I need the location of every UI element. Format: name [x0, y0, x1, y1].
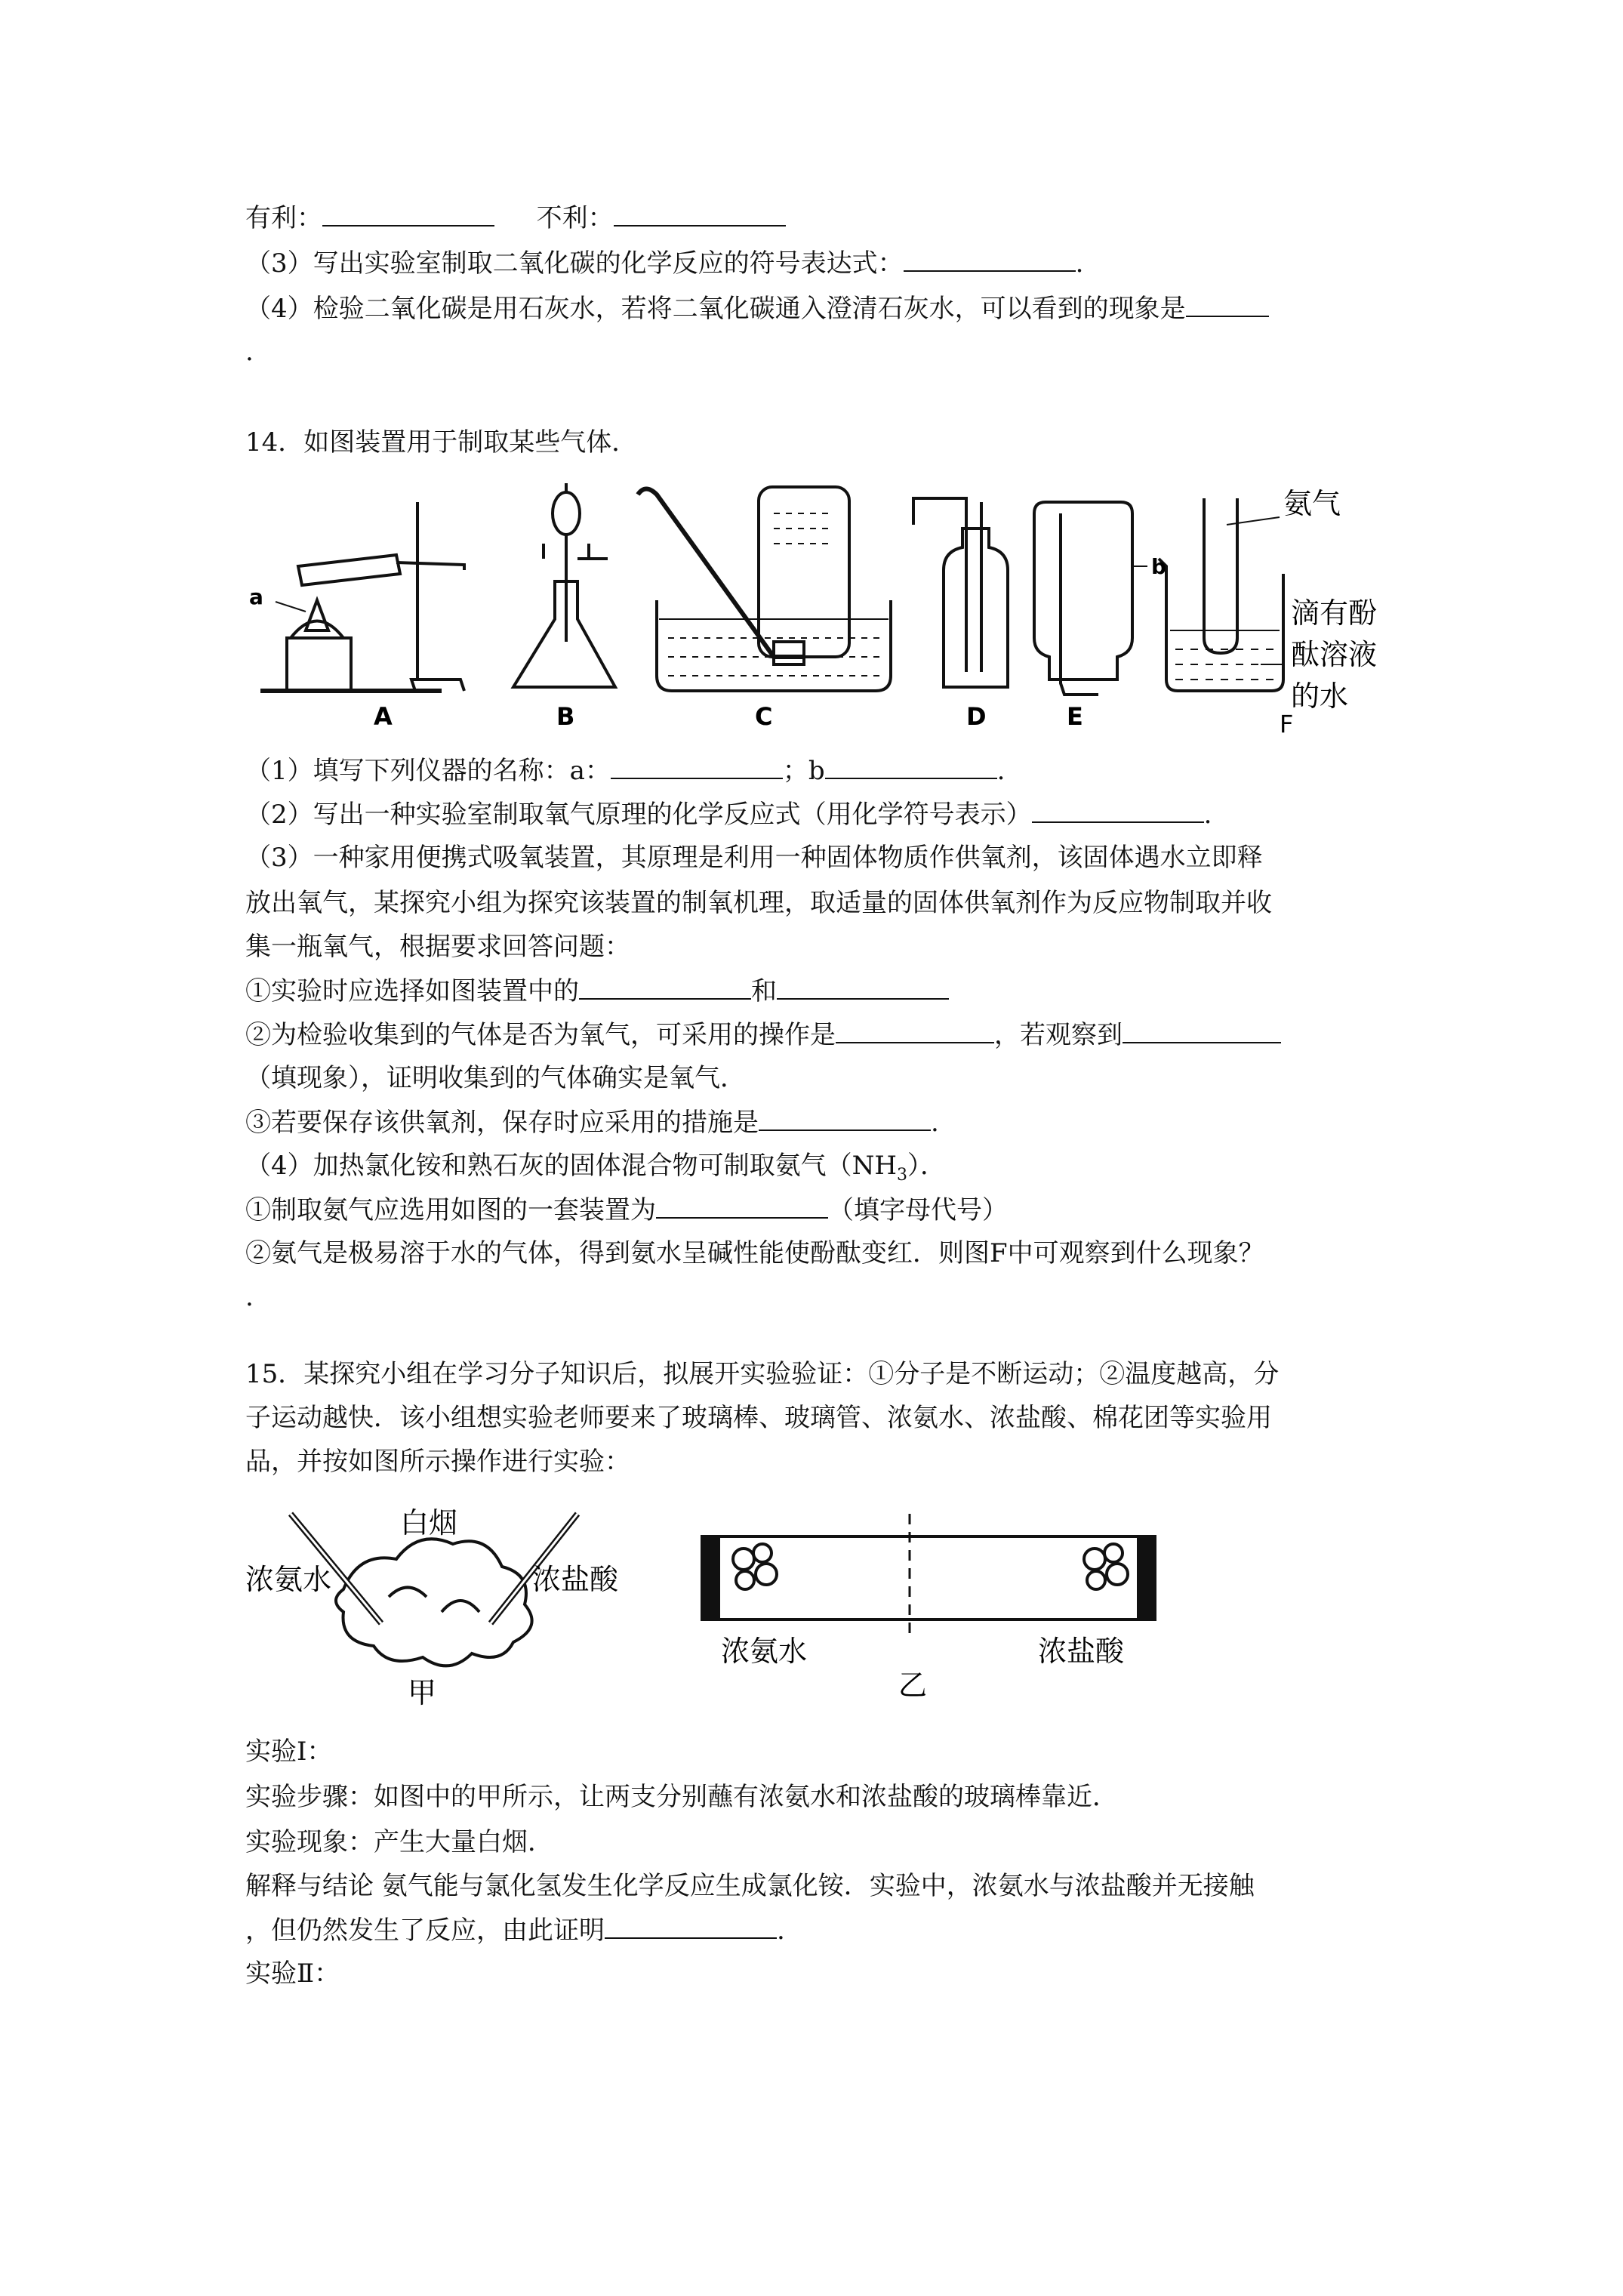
q14-sub1: （1）填写下列仪器的名称：a： ；b .	[245, 756, 1006, 786]
answer-blank[interactable]	[1032, 799, 1204, 823]
q15-exp1-conclusion-l1: 解释与结论 氨气能与氯化氢发生化学反应生成氯化铵．实验中，浓氨水与浓盐酸并无接触	[245, 1871, 1255, 1901]
q15-l2: 子运动越快．该小组想实验老师要来了玻璃棒、玻璃管、浓氨水、浓盐酸、棉花团等实验用	[245, 1403, 1272, 1433]
q14-sub4-item2-end: .	[245, 1282, 254, 1312]
q14-sub3-l3: 集一瓶氧气，根据要求回答问题：	[245, 932, 630, 962]
cotton-ball-left	[733, 1544, 777, 1589]
apparatus-e	[1034, 502, 1147, 695]
q14-sub3-l2: 放出氧气，某探究小组为探究该装置的制氧机理，取适量的固体供氧剂作为反应物制取并收	[245, 888, 1272, 918]
answer-blank[interactable]	[904, 248, 1076, 272]
yi-caption: 乙	[898, 1669, 928, 1702]
q13-sub4-end: .	[245, 337, 254, 367]
answer-blank[interactable]	[322, 202, 494, 227]
q14-sub4: （4）加热氯化铵和熟石灰的固体混合物可制取氨气$(NH_3)$．	[245, 1151, 947, 1185]
q15-exp1-observation: 实验现象：产生大量白烟．	[245, 1827, 553, 1857]
q14-sub3-item1: ①实验时应选择如图装置中的 和	[245, 975, 949, 1006]
q14-apparatus-figure	[245, 468, 1423, 740]
yi-hcl-label: 浓盐酸	[1038, 1635, 1125, 1668]
answer-blank[interactable]	[611, 755, 783, 779]
ammonia-label: 氨气	[1283, 487, 1341, 520]
q13-sub4: （4）检验二氧化碳是用石灰水，若将二氧化碳通入澄清石灰水，可以看到的现象是	[245, 293, 1269, 324]
q15-exp1-title: 实验Ⅰ：	[245, 1737, 333, 1767]
letter-b: B	[556, 702, 575, 731]
answer-blank[interactable]	[777, 975, 949, 1000]
q15-l1: 15．某探究小组在学习分子知识后，拟展开实验验证：①分子是不断运动；②温度越高，分	[245, 1359, 1280, 1389]
apparatus-d	[913, 498, 1008, 687]
q14-sub4-item1: ①制取氨气应选用如图的一套装置为 （填字母代号）	[245, 1195, 1008, 1225]
water-label-line3: 的水	[1291, 680, 1349, 713]
jia-hcl-label: 浓盐酸	[532, 1563, 619, 1596]
yi-ammonia-label: 浓氨水	[721, 1635, 808, 1668]
answer-blank[interactable]	[836, 1019, 994, 1043]
jia-ammonia-label: 浓氨水	[245, 1563, 332, 1596]
q13-line-advantages: 有利： 不利：	[245, 202, 786, 233]
letter-c: C	[755, 702, 773, 731]
smoke-label: 白烟	[400, 1506, 458, 1539]
q14-sub3-l1: （3）一种家用便携式吸氧装置，其原理是利用一种固体物质作供氧剂，该固体遇水立即释	[245, 843, 1263, 873]
answer-blank[interactable]	[759, 1107, 931, 1131]
figure-yi	[702, 1514, 1155, 1638]
answer-blank[interactable]	[1123, 1019, 1281, 1043]
q14-sub3-item2: ②为检验收集到的气体是否为氧气，可采用的操作是 ，若观察到	[245, 1019, 1281, 1050]
answer-blank[interactable]	[614, 202, 786, 227]
apparatus-b	[513, 483, 615, 687]
letter-f: F	[1280, 710, 1294, 738]
q15-exp1-step: 实验步骤：如图中的甲所示，让两支分别蘸有浓氨水和浓盐酸的玻璃棒靠近．	[245, 1782, 1118, 1812]
apparatus-f	[1159, 498, 1283, 691]
answer-blank[interactable]	[825, 755, 997, 779]
letter-d: D	[966, 702, 987, 731]
letter-e: E	[1067, 702, 1083, 731]
answer-blank[interactable]	[605, 1915, 777, 1939]
label-b: b	[1151, 554, 1167, 579]
q14-title: 14．如图装置用于制取某些气体．	[245, 427, 638, 458]
apparatus-a	[260, 502, 464, 691]
water-label-line1: 滴有酚	[1291, 596, 1378, 630]
answer-blank[interactable]	[579, 975, 751, 1000]
q15-exp2-title: 实验Ⅱ：	[245, 1959, 340, 1989]
q13-sub3: （3）写出实验室制取二氧化碳的化学反应的符号表达式： .	[245, 248, 1084, 279]
letter-a: A	[374, 702, 393, 731]
q14-sub3-item3: ③若要保存该供氧剂，保存时应采用的措施是 .	[245, 1108, 939, 1138]
q14-sub2: （2）写出一种实验室制取氧气原理的化学反应式（用化学符号表示） .	[245, 800, 1212, 830]
q14-sub3-item2b: （填现象），证明收集到的气体确实是氧气．	[245, 1063, 746, 1093]
label-a: a	[249, 584, 263, 609]
q15-exp1-conclusion-l2: ，但仍然发生了反应，由此证明 .	[245, 1915, 785, 1946]
answer-blank[interactable]	[1186, 293, 1269, 317]
jia-caption: 甲	[408, 1676, 437, 1709]
cotton-ball-right	[1084, 1544, 1128, 1589]
q15-figure	[245, 1499, 1227, 1725]
water-label-line2: 酞溶液	[1291, 638, 1378, 671]
answer-blank[interactable]	[656, 1194, 828, 1219]
q15-l3: 品，并按如图所示操作进行实验：	[245, 1447, 630, 1477]
apparatus-c	[638, 487, 891, 691]
q14-sub4-item2: ②氨气是极易溶于水的气体，得到氨水呈碱性能使酚酞变红．则图F中可观察到什么现象？	[245, 1238, 1264, 1268]
